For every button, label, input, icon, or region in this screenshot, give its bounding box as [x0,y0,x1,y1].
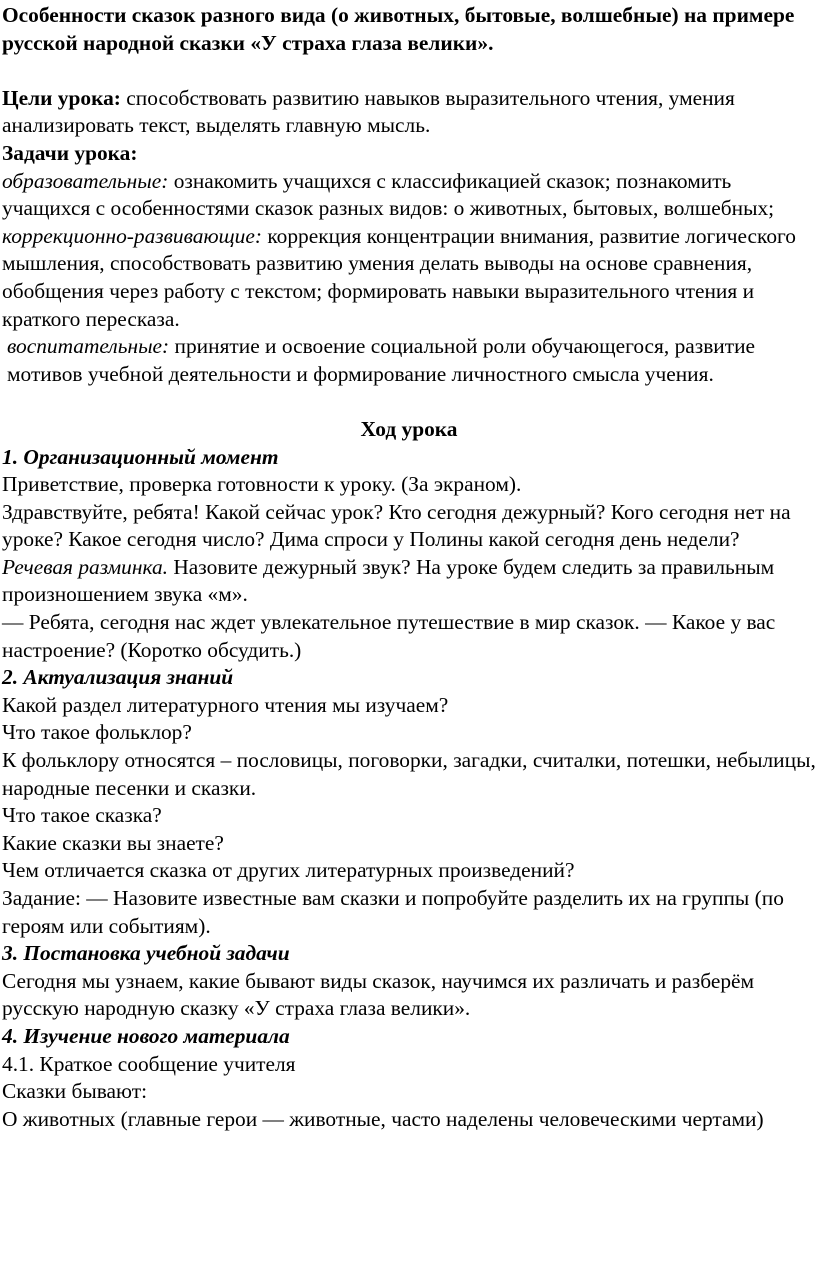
warmup-text: Назовите дежурный звук? На уроке будем следить за правильным произношением звука «м». [2,554,775,607]
paragraph: Сегодня мы узнаем, какие бывают виды сказок, научимся их различать и разберём русскую народную сказку «У страха глаза велики». [2,968,755,1021]
paragraph: Приветствие, проверка готовности к уроку. (За экраном). [2,472,522,497]
task-upbringing [2,333,816,388]
section-heading-3: 3. Постановка учебной задачи [2,941,290,966]
paragraph: К фольклору относятся – пословицы, поговорки, загадки, считалки, потешки, небылицы, народные песенки и сказки. [2,748,816,800]
spacer [2,57,816,85]
paragraph: О животных (главные герои — животные, часто наделены человеческими чертами) [2,1106,764,1131]
task-educational-label: образовательные: [2,168,169,193]
paragraph: Чем отличается сказка от других литературных произведений? [2,858,575,883]
task-correctional-label: коррекционно-развивающие: [2,223,262,248]
spacer [2,388,816,416]
task-correctional-text: коррекция концентрации внимания, развитие логического мышления, способствовать развитию умения делать выводы на основе сравнения, обобщения через работу с текстом; формировать навыки выразительного чтения и краткого пересказа. [2,223,796,331]
speech-warmup [2,554,816,609]
task-educational [2,168,816,223]
lesson-heading: Ход урока [360,416,458,441]
section-heading-4: 4. Изучение нового материала [2,1023,290,1048]
paragraph: 4.1. Краткое сообщение учителя [2,1051,296,1076]
goals-label: Цели урока: [2,85,121,110]
paragraph: Какой раздел литературного чтения мы изучаем? [2,692,449,717]
lesson-goals [2,85,816,140]
task-correctional [2,223,816,333]
paragraph: Что такое сказка? [2,803,162,828]
paragraph: Что такое фольклор? [2,720,192,745]
paragraph: Какие сказки вы знаете? [2,830,224,855]
paragraph: — Ребята, сегодня нас ждет увлекательное путешествие в мир сказок. — Какое у вас настроение? (Коротко обсудить.) [2,610,776,662]
task-upbringing-label: воспитательные: [7,334,170,359]
task-upbringing-text: принятие и освоение социальной роли обучающегося, развитие мотивов учебной деятельности и формирование личностного смысла учения. [7,334,756,386]
tasks-label: Задачи урока: [2,140,138,165]
section-heading-2: 2. Актуализация знаний [2,665,234,690]
paragraph: Задание: — Назовите известные вам сказки и попробуйте разделить их на группы (по героям или событиям). [2,886,784,938]
document-title: Особенности сказок разного вида (о животных, бытовые, волшебные) на примере русской народной сказки «У страха глаза велики». [2,3,795,55]
section-heading-1: 1. Организационный момент [2,444,279,469]
paragraph: Здравствуйте, ребята! Какой сейчас урок? Кто сегодня дежурный? Кого сегодня нет на уроке? Какое сегодня число? Дима спроси у Полины какой сегодня день недели? [2,499,791,552]
paragraph: Сказки бывают: [2,1079,148,1104]
task-educational-text: ознакомить учащихся с классификацией сказок; познакомить учащихся с особенностями сказок разных видов: о животных, бытовых, волшебных; [2,168,775,221]
goals-text: способствовать развитию навыков выразительного чтения, умения анализировать текст, выделять главную мысль. [2,85,735,138]
warmup-label: Речевая разминка. [2,554,169,579]
